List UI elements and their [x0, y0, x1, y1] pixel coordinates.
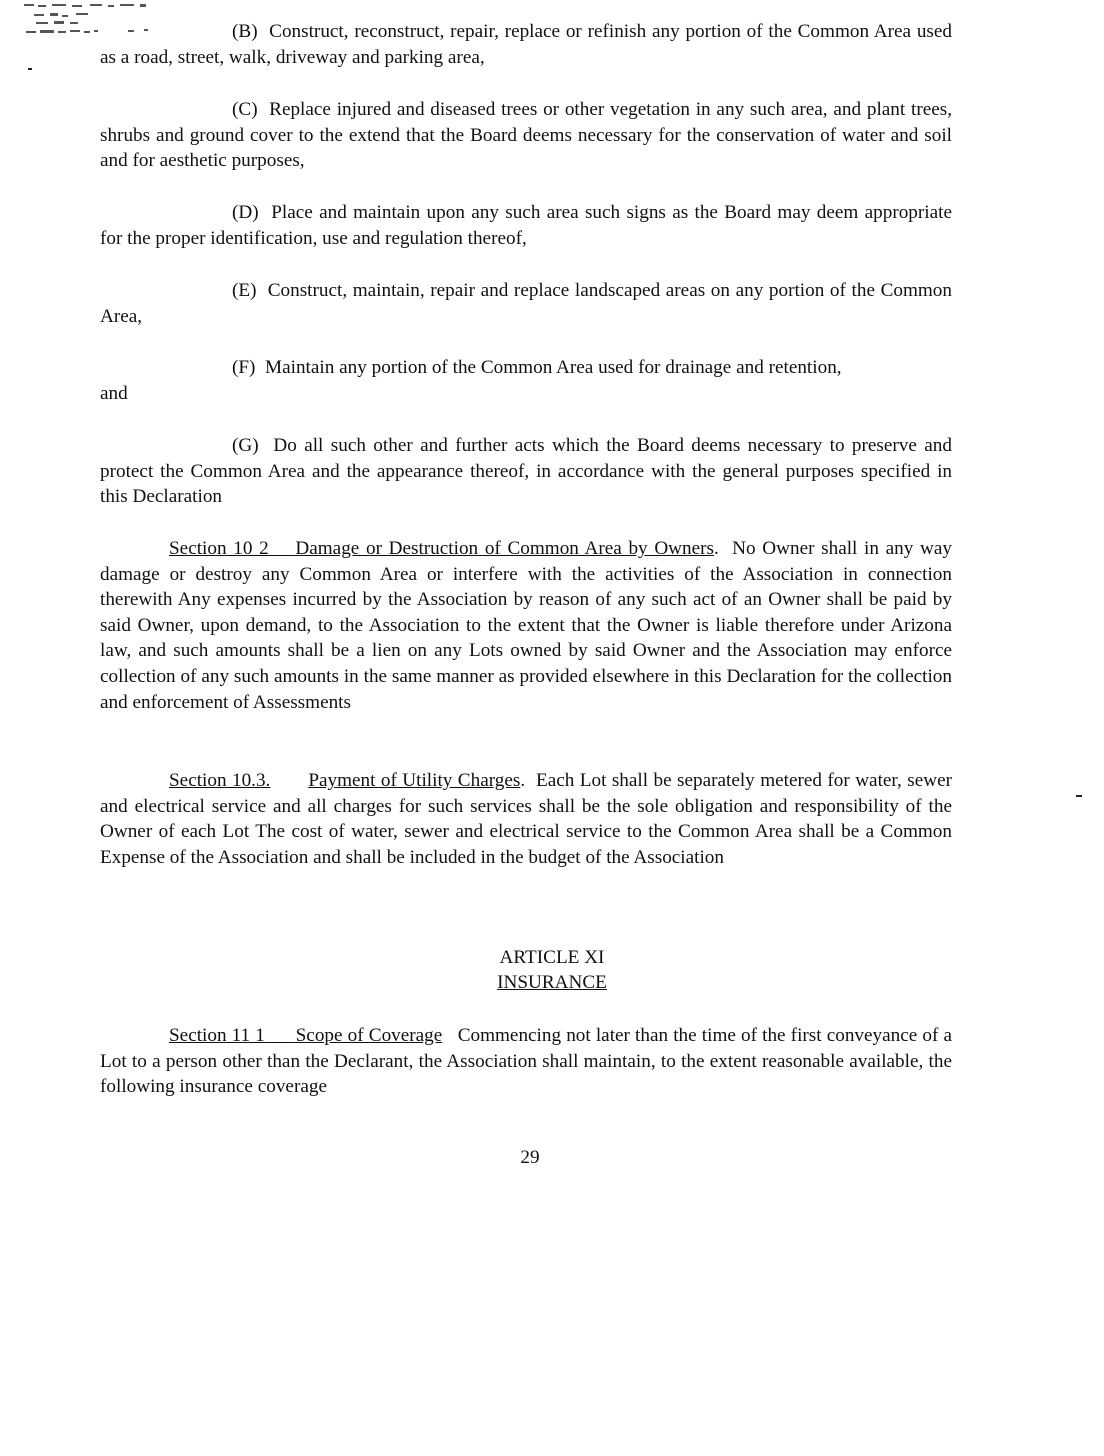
article-subtitle-text: INSURANCE — [497, 972, 607, 993]
subparagraph-g — [100, 433, 952, 510]
subparagraph-text: Do all such other and further acts which the Board deems necessary to preserve and protect the Common Area and the appearance thereof, in accordance with the general purposes specified in this Declaration — [100, 435, 952, 508]
article-subtitle — [0, 970, 1104, 995]
section-heading: Damage or Destruction of Common Area by Owners — [295, 538, 714, 559]
section-10-3: Section 10.3. Payment of Utility Charges. Each Lot shall be separately metered for water, sewer and electrical service and all charges for such services shall be the sole obligation and responsibility of the Owner of each Lot The cost of water, sewer and electrical service to the Common Area shall be a Common Expense of the Association and shall be included in the budget of the Association — [100, 770, 953, 868]
section-number: Section 11 1 — [169, 1025, 265, 1046]
subparagraph-b — [100, 19, 952, 70]
section-heading: Payment of Utility Charges — [308, 770, 521, 791]
section-text: Commencing not later than the time of the first conveyance of a Lot to a person other than the Declarant, the Association shall maintain, to the extent reasonable available, the following insurance coverage — [100, 1025, 953, 1098]
subparagraph-text: Construct, reconstruct, repair, replace or refinish any portion of the Common Area used as a road, street, walk, driveway and parking area, — [100, 21, 953, 68]
subparagraph-label: (G) — [232, 435, 259, 456]
subparagraph-text: Replace injured and diseased trees or other vegetation in any such area, and plant trees, shrubs and ground cover to the extend that the Board deems necessary for the conservation of water and soil and for aesthetic purposes, — [100, 99, 953, 172]
section-text: No Owner shall in any way damage or destroy any Common Area or interfere with the activities of the Association in connection therewith Any expenses incurred by the Association by reason of any such act of an Owner shall be paid by said Owner, upon demand, to the Association to the extent that the Owner is liable therefore under Arizona law, and such amounts shall be a lien on any Lots owned by said Owner and the Association may enforce collection of any such amounts in the same manner as provided elsewhere in this Declaration for the collection and enforcement of Assessments — [100, 538, 952, 713]
subparagraph-label: (E) — [232, 280, 257, 301]
subparagraph-label: (B) — [232, 21, 258, 42]
section-number: Section 10 2 — [169, 538, 269, 559]
article-title: ARTICLE XI — [499, 947, 605, 968]
section-number: Section 10.3. — [169, 770, 271, 791]
subparagraph-label: (F) — [232, 357, 256, 378]
section-11-1 — [100, 1023, 952, 1100]
subparagraph-f — [100, 355, 952, 381]
section-10-2: Section 10 2 Damage or Destruction of Common Area by Owners. No Owner shall in any way damage or destroy any Common Area or interfere with the activities of the Association in connection therewith Any expenses incurred by the Association by reason of any such act of an Owner shall be paid by said Owner, upon demand, to the Association to the extent that the Owner is liable therefore under Arizona law, and such amounts shall be a lien on any Lots owned by said Owner and the Association may enforce collection of any such amounts in the same manner as provided elsewhere in this Declaration for the collection and enforcement of Assessments — [100, 538, 952, 713]
subparagraph-text: Construct, maintain, repair and replace landscaped areas on any portion of the Common Area, — [100, 280, 952, 327]
subparagraph-label: (D) — [232, 202, 259, 223]
subparagraph-c — [100, 97, 952, 174]
subparagraph-f-continuation — [100, 381, 952, 407]
subparagraph-label: (C) — [232, 99, 258, 120]
subparagraph-text: and — [100, 383, 128, 404]
subparagraph-text: Place and maintain upon any such area such signs as the Board may deem appropriate for the proper identification, use and regulation thereof, — [100, 202, 952, 249]
scan-speck — [28, 68, 32, 70]
subparagraph-e — [100, 278, 952, 329]
section-heading: Scope of Coverage — [295, 1025, 443, 1046]
subparagraph-d — [100, 200, 952, 251]
subparagraph-text: Maintain any portion of the Common Area used for drainage and retention, — [265, 357, 842, 378]
scan-speck — [1076, 795, 1082, 797]
section-text: Each Lot shall be separately metered for water, sewer and electrical service and all charges for such services shall be the sole obligation and responsibility of the Owner of each Lot The cost of water, sewer and electrical service to the Common Area shall be a Common Expense of the Association and shall be included in the budget of the Association — [100, 770, 953, 868]
page-number: 29 — [520, 1147, 540, 1168]
